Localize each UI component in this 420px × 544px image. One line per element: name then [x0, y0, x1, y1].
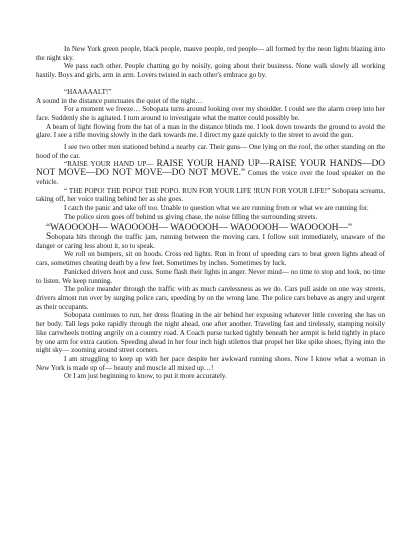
paragraph: Or I am just beginning to know, to put it more accurately.	[64, 372, 227, 381]
paragraph: “ THE POPO! THE POPO! THE POPO. RUN FOR YOUR LIFE !RUN FOR YOUR LIFE!” Sobopata screams, taking off, her voice trailing behind her as she goes.	[36, 186, 385, 204]
raise-hands-paragraph	[36, 160, 385, 186]
paragraph: In New York green people, black people, mauve people, red people— all formed by the neon lights blazing into the night sky.	[36, 45, 385, 62]
paragraph: Sobopata continues to run, her dress floating in the air behind her exposing whatever little covering she has on her body. Tall legs poke rapidly through the night ahead, one after another. Traveling fast and tirelessly, stamping noisily like cartwheels trotting angrily on a country road. A Coach purse tucked tightly beneath her armpit is held tightly in place by one arm for extra caution. Speeding ahead in her four inch high stilettos that propel her like spike shoes, flying into the night sky— zooming around street corners.	[36, 311, 385, 355]
paragraph: We roll on bumpers, sit on hoods. Cross red lights. Run in front of speeding cars to beat green lights ahead of cars, sometimes cheating death by a few feet. Sometimes by inches. Sometimes by luck.	[36, 250, 385, 268]
paragraph: A sound in the distance punctuates the quiet of the night…	[36, 96, 203, 105]
paragraph: We pass each other. People chatting go by noisily, going about their business. None walk slowly all working hastily. Boys and girls, arm in arm. Lovers twisted in each other's embrace go by.	[36, 62, 385, 80]
raise-hands-big: RAISE YOUR HAND UP—RAISE YOUR HANDS—DO NOT MOVE—DO NOT MOVE—DO NOT MOVE.”	[36, 159, 385, 179]
paragraph: A beam of light flowing from the hat of a man in the distance blinds me. I look down towards the ground to avoid the glare. I see a rifle moving slowly in the dark towards me. I direct my gaze quickly to the street to avoid the gun.	[36, 122, 385, 140]
paragraph: For a moment we freeze… Sobopata turns around looking over my shoulder. I could see the alarm creep into her face. Suddenly she is agitated. I turn around to investigate what the matter could possibly be.	[36, 105, 385, 122]
shout-line: “HAAAAALT!”	[64, 87, 112, 96]
paragraph: I see two other men stationed behind a nearby car. Their guns— One lying on the roof, the other standing on the hood of the car.	[36, 143, 385, 160]
raise-hands-small: “RAISE YOUR HAND UP—	[64, 160, 154, 169]
story-page	[36, 45, 385, 381]
raise-hands-tail: Comes	[247, 169, 268, 178]
paragraph: The police siren goes off behind us giving chase, the noise filling the surrounding streets.	[64, 212, 318, 221]
raise-hands-continuation: the voice over the loud speaker on the vehicle.	[36, 169, 385, 186]
siren-line: “WAOOOOH— WAOOOOH— WAOOOOH— WAOOOOH— WAOOOOH—”	[46, 223, 353, 234]
paragraph: I am struggling to keep up with her pace despite her awkward running shoes. Now I know what a woman in New York is made up of— beauty and muscle all mixed up…!	[36, 354, 385, 372]
paragraph: Sobopata hits through the traffic jam, running between the moving cars. I follow suit immediately, unaware of the danger or caring less about it, so to speak.	[36, 232, 385, 250]
paragraph: Panicked drivers hoot and cuss. Some flash their lights in anger. Never mind— no time to stop and look, no time to listen. We keep running.	[36, 267, 385, 285]
paragraph: I catch the panic and take off too. Unable to question what we are running from or what we are running for.	[64, 203, 369, 212]
paragraph: The police meander through the traffic with as much carelessness as we do. Cars pull aside on one way streets, drivers almost run over by surging police cars, speeding by on the wrong lane. The police cars behave as angry and urgent as their occupants.	[36, 285, 385, 311]
